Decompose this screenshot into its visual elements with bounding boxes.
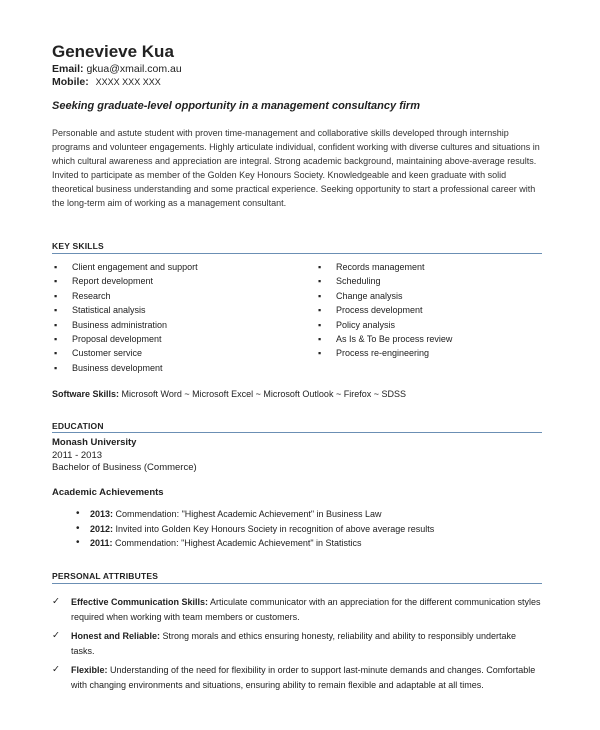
attribute-label: Effective Communication Skills: [71,597,209,607]
degree: Bachelor of Business (Commerce) [52,462,197,473]
achievement-item [76,536,434,551]
email-label: Email: [52,63,84,75]
email-line [52,63,182,75]
skill-item: ▪ Policy analysis [318,318,452,332]
achievement-text: Invited into Golden Key Honours Society in recognition of above average results [113,523,435,534]
skill-item: ▪ Records management [318,260,452,274]
objective-statement: Seeking graduate-level opportunity in a management consultancy firm [52,100,420,112]
attribute-item [52,595,542,624]
achievement-item [76,507,434,522]
skill-item: ▪ Process development [318,303,452,317]
mobile-label: Mobile: [52,76,89,88]
skill-item: ▪ Business administration [54,318,198,332]
mobile-value: XXXX XXX XXX [95,77,161,87]
skill-item: ▪ Client engagement and support [54,260,198,274]
achievement-item [76,522,434,537]
achievement-year: 2013: [90,509,114,519]
skill-item: ▪ As Is & To Be process review [318,332,452,346]
attribute-item [52,629,542,658]
personal-attributes-divider [52,583,542,584]
skill-item: ▪ Proposal development [54,332,198,346]
candidate-name: Genevieve Kua [52,42,174,61]
key-skills-heading: KEY SKILLS [52,241,104,251]
achievement-text: Commendation: "Highest Academic Achievement" in Business Law [113,509,382,519]
skill-item: ▪ Scheduling [318,274,452,288]
skills-list-left [54,260,198,375]
skill-item: ▪ Customer service [54,346,198,360]
checkmark-icon: ✓ [52,630,60,641]
skill-item: ▪ Statistical analysis [54,303,198,317]
skill-item: ▪ Business development [54,361,198,375]
attribute-text: Articulate communicator with an appreciation for the different communication styles required when working with team members or customers. [71,597,541,622]
skill-item: ▪ Report development [54,274,198,288]
skill-item: ▪ Change analysis [318,289,452,303]
email-value: gkua@xmail.com.au [86,63,182,75]
software-skills [52,389,406,399]
achievement-year: 2011: [90,538,113,548]
education-heading: EDUCATION [52,421,104,431]
profile-summary: Personable and astute student with proven time-management and collaborative skills developed through internship programs and volunteer engagements. Highly articulate individual, confident working with diverse cultures and situations in which cultural awareness and appreciation are integral. Strong academic background, maintaining above-average results. Invited to participate as member of the Golden Key Honours Society. Knowledgeable and keen graduate with solid theoretical business understanding and some practical experience. Seeking opportunity to start a professional career with the long-term aim of working as a management consultant. [52,128,540,208]
attribute-label: Flexible: [71,665,108,675]
academic-achievements-heading: Academic Achievements [52,487,164,498]
checkmark-icon: ✓ [52,664,60,675]
university-name: Monash University [52,437,137,448]
skill-item: ▪ Process re-engineering [318,346,452,360]
software-skills-label: Software Skills: [52,389,120,399]
achievement-text: Commendation: "Highest Academic Achievement" in Statistics [112,538,362,548]
software-skills-value: Microsoft Word ~ Microsoft Excel ~ Microsoft Outlook ~ Firefox ~ SDSS [121,389,406,399]
personal-attributes-heading: PERSONAL ATTRIBUTES [52,571,159,581]
attribute-item [52,663,542,692]
mobile-line [52,76,161,88]
attribute-label: Honest and Reliable: [71,631,161,641]
skills-list-right [318,260,452,361]
attribute-text: Understanding of the need for flexibility in order to support last-minute demands and changes. Comfortable with changing environments and situations, ensuring ability to remain flexible and adaptable at all times. [71,665,536,690]
achievement-year: 2012: [90,523,114,534]
attribute-text: Strong morals and ethics ensuring honesty, reliability and ability to responsibly undertake tasks. [71,631,517,656]
checkmark-icon: ✓ [52,596,60,607]
key-skills-divider [52,253,542,254]
achievements-list [76,507,434,551]
education-years: 2011 - 2013 [52,450,103,461]
skill-item: ▪ Research [54,289,198,303]
education-divider [52,432,542,433]
